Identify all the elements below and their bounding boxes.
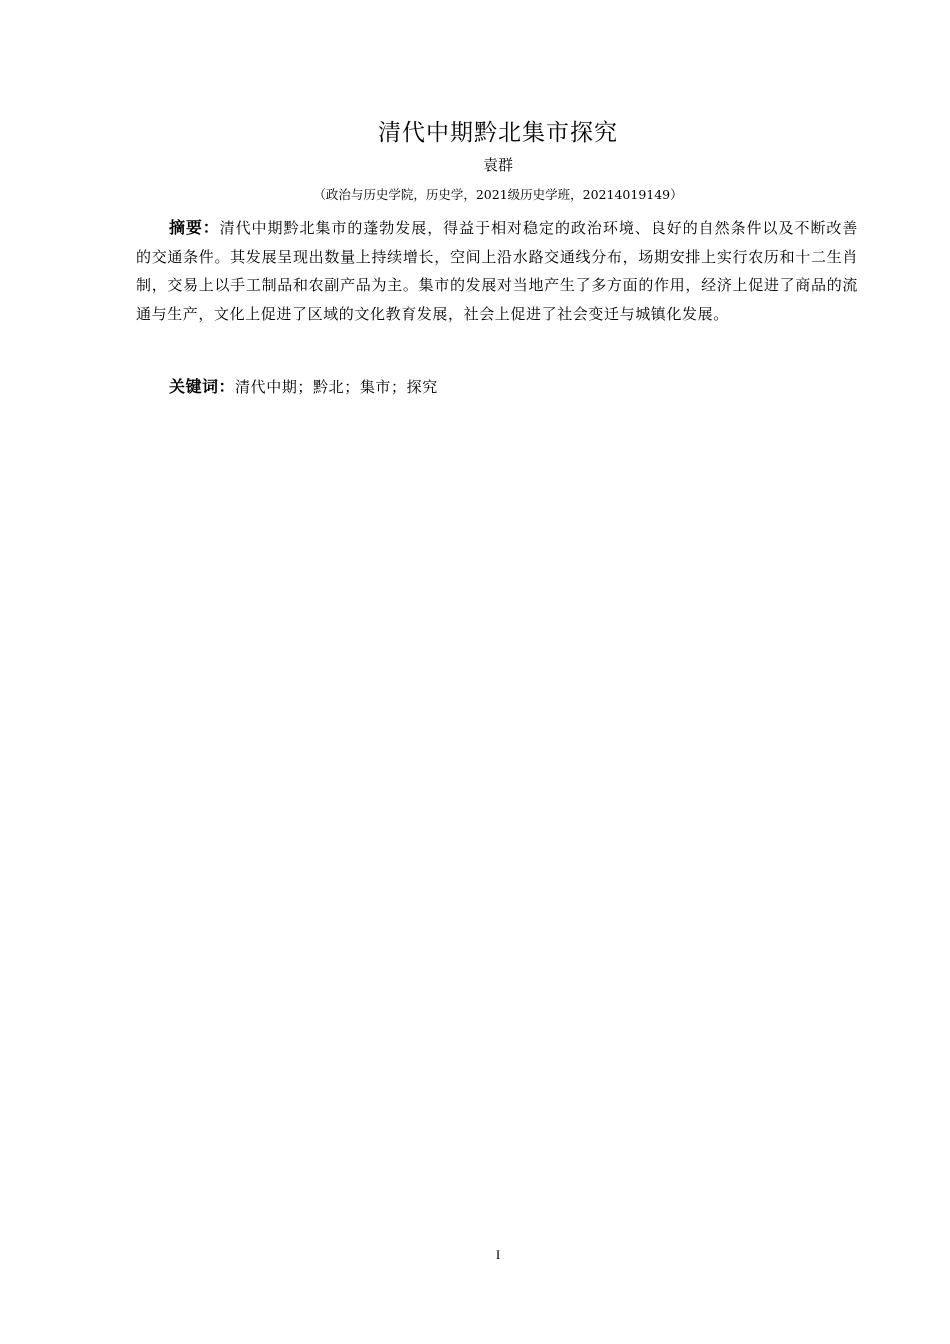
keywords-paragraph bbox=[169, 373, 859, 401]
keywords-label: 关键词： bbox=[169, 377, 236, 396]
author-name: 袁群 bbox=[482, 156, 513, 174]
author-affiliation: （政治与历史学院，历史学，2021级历史学班，20214019149） bbox=[313, 187, 683, 202]
abstract-paragraph bbox=[136, 214, 858, 328]
page-number: I bbox=[495, 1247, 501, 1262]
paper-title: 清代中期黔北集市探究 bbox=[378, 120, 618, 146]
keywords-text: 清代中期；黔北；集市；探究 bbox=[235, 378, 438, 396]
abstract-label: 摘要： bbox=[169, 218, 220, 237]
abstract-text: 清代中期黔北集市的蓬勃发展，得益于相对稳定的政治环境、良好的自然条件以及不断改善的交通条件。其发展呈现出数量上持续增长，空间上沿水路交通线分布，场期安排上实行农历和十二生肖制，交易上以手工制品和农副产品为主。集市的发展对当地产生了多方面的作用，经济上促进了商品的流通与生产，文化上促进了区域的文化教育发展，社会上促进了社会变迁与城镇化发展。 bbox=[136, 219, 858, 323]
